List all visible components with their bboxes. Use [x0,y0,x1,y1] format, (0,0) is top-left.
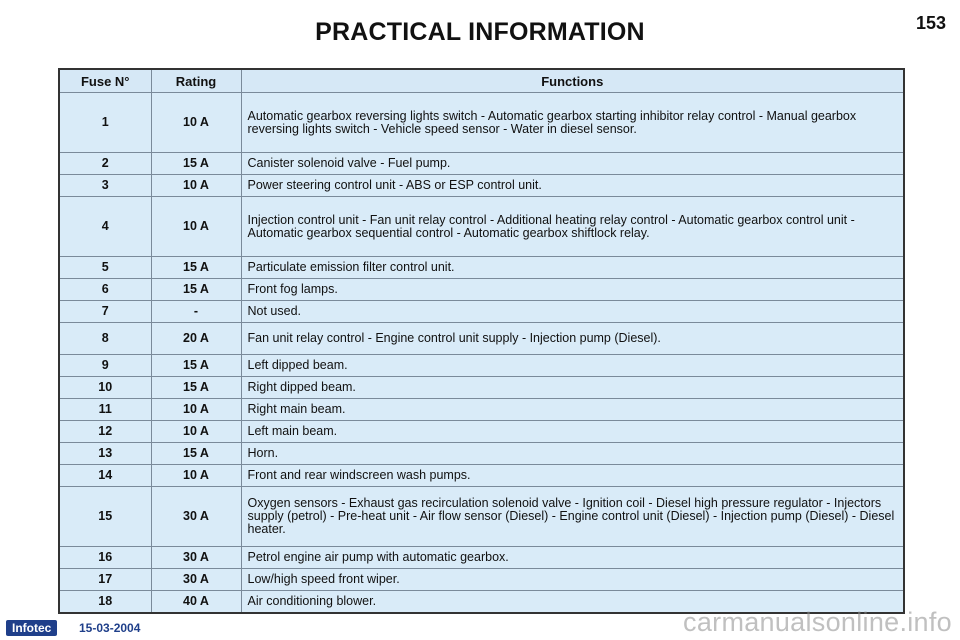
fuse-functions-cell: Particulate emission filter control unit. [241,257,904,279]
table-row [59,323,904,355]
fuse-functions-cell: Low/high speed front wiper. [241,569,904,591]
fuse-number-cell: 7 [59,301,151,323]
fuse-functions-cell: Front and rear windscreen wash pumps. [241,465,904,487]
fuse-rating-cell: 30 A [151,569,241,591]
fuse-rating-cell: 10 A [151,93,241,153]
table-row [59,569,904,591]
table-row [59,421,904,443]
fuse-functions-cell: Left main beam. [241,421,904,443]
fuse-functions-cell: Horn. [241,443,904,465]
fuse-rating-cell: - [151,301,241,323]
table-row [59,175,904,197]
fuse-number-cell: 1 [59,93,151,153]
fuse-number-cell: 10 [59,377,151,399]
fuse-number-cell: 16 [59,547,151,569]
fuse-rating-cell: 15 A [151,377,241,399]
fuse-rating-cell: 10 A [151,197,241,257]
table-row [59,487,904,547]
fuse-functions-cell: Not used. [241,301,904,323]
fuse-rating-cell: 20 A [151,323,241,355]
fuse-number-cell: 11 [59,399,151,421]
fuse-functions-cell: Right main beam. [241,399,904,421]
fuse-functions-cell: Automatic gearbox reversing lights switch - Automatic gearbox starting inhibitor relay control - Manual gearbox reversing lights switch - Vehicle speed sensor - Water in diesel sensor. [241,93,904,153]
fuse-functions-cell: Air conditioning blower. [241,591,904,613]
fuse-rating-cell: 15 A [151,257,241,279]
fuse-functions-cell: Front fog lamps. [241,279,904,301]
fuse-functions-cell: Injection control unit - Fan unit relay control - Additional heating relay control - Automatic gearbox control unit - Automatic gearbox sequential control - Automatic gearbox shiftlock relay. [241,197,904,257]
table-row [59,377,904,399]
fuse-functions-cell: Fan unit relay control - Engine control unit supply - Injection pump (Diesel). [241,323,904,355]
table-row [59,399,904,421]
table-row [59,547,904,569]
fuse-functions-cell: Canister solenoid valve - Fuel pump. [241,153,904,175]
fuse-functions-cell: Left dipped beam. [241,355,904,377]
fuse-rating-cell: 10 A [151,421,241,443]
fuse-number-cell: 12 [59,421,151,443]
fuse-functions-cell: Oxygen sensors - Exhaust gas recirculation solenoid valve - Ignition coil - Diesel high pressure regulator - Injectors supply (petrol) - Pre-heat unit - Air flow sensor (Diesel) - Engine control unit (Diesel) - Injection pump (Diesel) - Diesel heater. [241,487,904,547]
infotec-logo: Infotec [6,620,57,636]
fuse-number-cell: 5 [59,257,151,279]
fuse-number-cell: 3 [59,175,151,197]
fuse-number-cell: 15 [59,487,151,547]
column-header-fuse: Fuse N° [59,69,151,93]
table-row [59,301,904,323]
print-date: 15-03-2004 [79,621,141,635]
page-title: PRACTICAL INFORMATION [315,18,645,46]
fuse-number-cell: 2 [59,153,151,175]
fuse-number-cell: 18 [59,591,151,613]
table-row [59,279,904,301]
table-row [59,257,904,279]
fuse-rating-cell: 10 A [151,465,241,487]
table-row [59,355,904,377]
fuse-rating-cell: 15 A [151,153,241,175]
table-row [59,443,904,465]
fuse-rating-cell: 40 A [151,591,241,613]
fuse-number-cell: 17 [59,569,151,591]
page-number: 153 [915,13,946,33]
fuse-table [58,68,905,614]
table-row [59,197,904,257]
fuse-rating-cell: 15 A [151,443,241,465]
fuse-rating-cell: 15 A [151,355,241,377]
table-row [59,93,904,153]
fuse-rating-cell: 30 A [151,487,241,547]
column-header-rating: Rating [151,69,241,93]
fuse-rating-cell: 10 A [151,175,241,197]
table-row [59,153,904,175]
fuse-rating-cell: 15 A [151,279,241,301]
fuse-number-cell: 13 [59,443,151,465]
fuse-rating-cell: 10 A [151,399,241,421]
fuse-functions-cell: Power steering control unit - ABS or ESP control unit. [241,175,904,197]
column-header-functions: Functions [241,69,904,93]
fuse-number-cell: 9 [59,355,151,377]
table-row [59,465,904,487]
fuse-number-cell: 4 [59,197,151,257]
table-header-row [59,69,904,93]
fuse-number-cell: 14 [59,465,151,487]
fuse-functions-cell: Petrol engine air pump with automatic gearbox. [241,547,904,569]
fuse-number-cell: 8 [59,323,151,355]
fuse-rating-cell: 30 A [151,547,241,569]
fuse-functions-cell: Right dipped beam. [241,377,904,399]
fuse-number-cell: 6 [59,279,151,301]
watermark: carmanualsonline.info [683,607,952,637]
